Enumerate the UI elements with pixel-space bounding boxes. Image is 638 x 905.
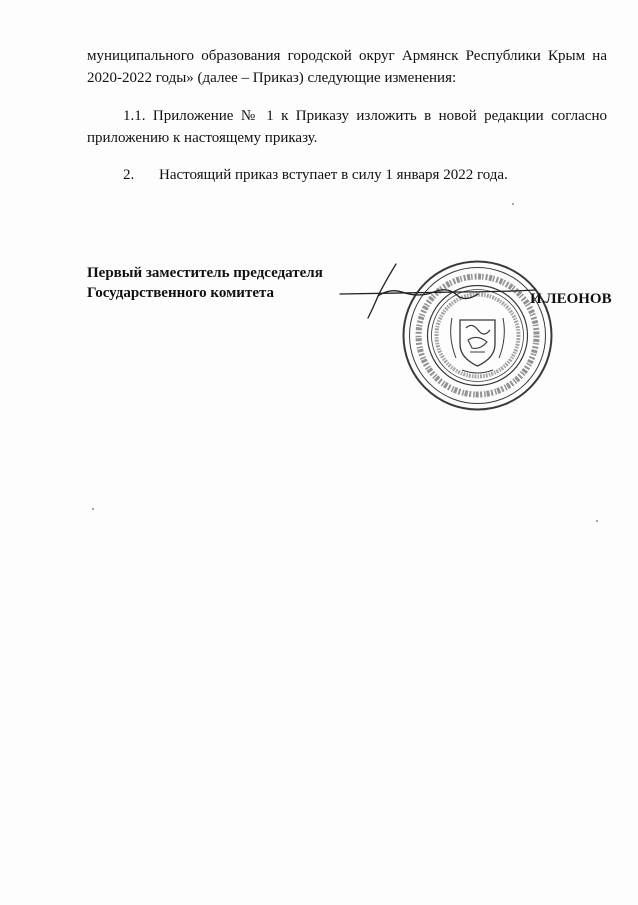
signatory-title-line-1: Первый заместитель председателя [87, 265, 323, 281]
signatory-name: И.ЛЕОНОВ [530, 291, 612, 307]
paragraph-3-text: Настоящий приказ вступает в силу 1 января 2022 года. [159, 167, 508, 183]
paragraph-2-line-1: 1.1. Приложение № 1 к Приказу изложить в новой редакции согласно [123, 108, 607, 124]
paragraph-2-line-2: приложению к настоящему приказу. [87, 130, 318, 146]
paragraph-1-line-2: 2020-2022 годы» (далее – Приказ) следующие изменения: [87, 70, 457, 86]
paragraph-1-line-1: муниципального образования городской округ Армянск Республики Крым на [87, 48, 607, 64]
paragraph-2 [87, 105, 607, 149]
handwritten-signature [338, 262, 538, 322]
paragraph-3 [123, 164, 603, 186]
scan-speck [92, 508, 94, 510]
signatory-title-line-2: Государственного комитета [87, 285, 275, 301]
scan-speck [596, 520, 598, 522]
paragraph-1 [87, 45, 607, 89]
signatory-title [87, 263, 323, 303]
scan-speck [512, 203, 514, 205]
paragraph-3-number: 2. [123, 167, 135, 183]
